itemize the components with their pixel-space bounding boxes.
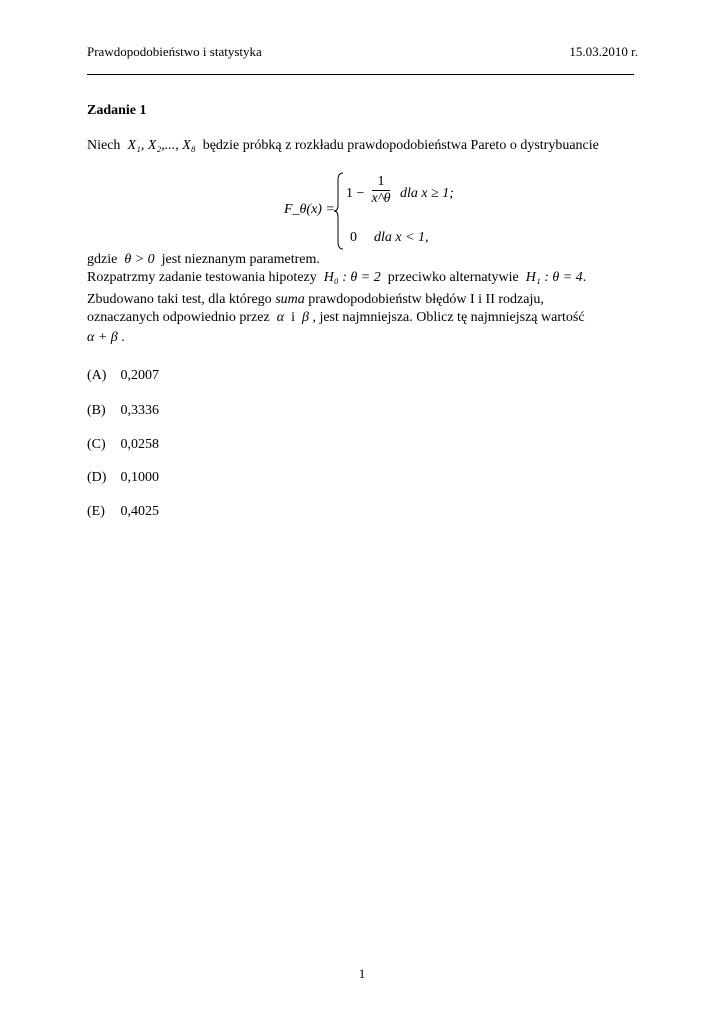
sum-end: .	[121, 330, 125, 345]
answer-letter: (A)	[87, 368, 107, 383]
sum-expression: α + β	[87, 330, 118, 345]
intro-post: będzie próbką z rozkładu prawdopodobieństwa Pareto o dystrybuancie	[202, 138, 599, 153]
left-brace-icon	[334, 172, 344, 250]
answer-option-c	[87, 437, 159, 453]
intro-line	[87, 138, 599, 154]
gdzie-pre: gdzie	[87, 252, 118, 267]
alternative-hypothesis: H₁ : θ = 4	[525, 270, 583, 285]
rozp-mid: przeciwko alternatywie	[387, 270, 519, 285]
header-date: 15.03.2010 r.	[569, 44, 638, 59]
fraction-numerator: 1	[377, 174, 385, 189]
ozn-post: , jest najmniejsza. Oblicz tę najmniejszą wartość	[312, 310, 585, 325]
formula-fraction	[370, 174, 392, 207]
answer-value: 0,1000	[120, 470, 159, 485]
hypothesis-line	[87, 270, 586, 286]
task-title: Zadanie 1	[87, 103, 147, 118]
formula-case2-condition: dla x < 1,	[374, 230, 429, 245]
alpha-symbol: α	[276, 310, 285, 325]
sum-line	[87, 330, 125, 346]
errors-line	[87, 310, 585, 326]
answer-option-a	[87, 368, 159, 384]
answer-letter: (E)	[87, 504, 105, 519]
answer-letter: (B)	[87, 403, 106, 418]
zbud-pre: Zbudowano taki test, dla którego	[87, 292, 272, 307]
formula-case2-value: 0	[350, 230, 357, 245]
answer-value: 0,2007	[120, 368, 159, 383]
sample-expression: X₁, X₂,..., X₈	[127, 138, 196, 153]
null-hypothesis: H₀ : θ = 2	[323, 270, 381, 285]
test-line	[87, 292, 544, 308]
formula-case1-lead: 1 −	[346, 186, 365, 201]
answer-letter: (D)	[87, 470, 107, 485]
zbud-emphasis: suma	[275, 292, 305, 307]
answer-option-e	[87, 504, 159, 520]
intro-pre: Niech	[87, 138, 121, 153]
rozp-end: .	[582, 270, 587, 285]
answer-value: 0,3336	[120, 403, 159, 418]
theta-condition: θ > 0	[124, 252, 155, 267]
answer-value: 0,0258	[120, 437, 159, 452]
ozn-i: i	[291, 310, 295, 325]
formula-lhs: F_θ(x) =	[284, 202, 335, 217]
zbud-post: prawdopodobieństw błędów I i II rodzaju,	[308, 292, 544, 307]
answer-option-b	[87, 403, 159, 419]
fraction-denominator: x^θ	[371, 191, 391, 206]
answer-option-d	[87, 470, 159, 486]
answer-letter: (C)	[87, 437, 106, 452]
header-divider	[87, 74, 634, 75]
parameter-line	[87, 252, 320, 268]
header-subject: Prawdopodobieństwo i statystyka	[87, 44, 262, 59]
formula-case1-condition: dla x ≥ 1;	[400, 186, 454, 201]
gdzie-post: jest nieznanym parametrem.	[161, 252, 320, 267]
cdf-formula	[284, 172, 484, 252]
page-number: 1	[358, 966, 366, 981]
ozn-pre: oznaczanych odpowiednio przez	[87, 310, 270, 325]
answer-value: 0,4025	[120, 504, 159, 519]
beta-symbol: β	[301, 310, 309, 325]
rozp-pre: Rozpatrzmy zadanie testowania hipotezy	[87, 270, 317, 285]
